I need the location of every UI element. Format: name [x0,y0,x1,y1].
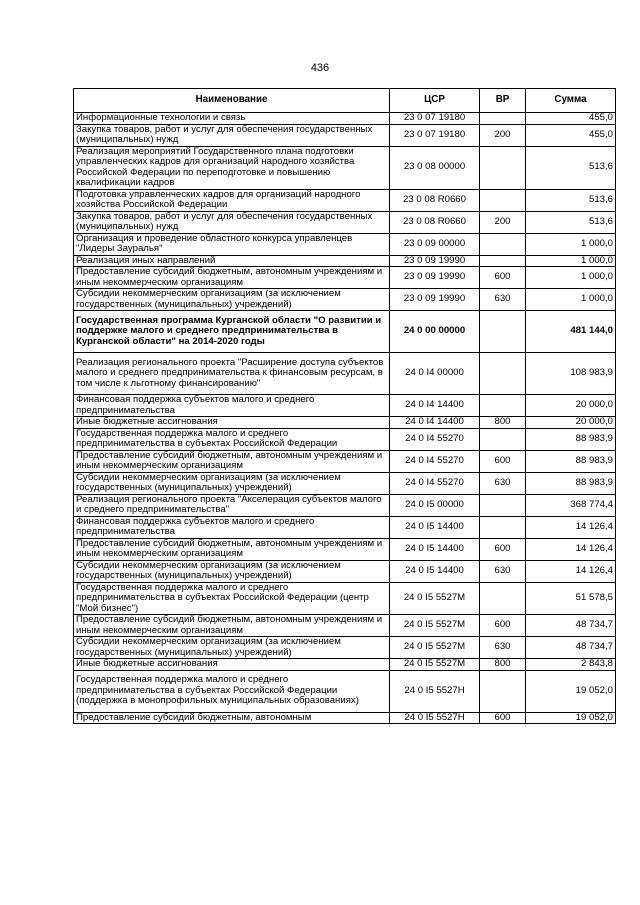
table-row [74,538,616,560]
cell-name: Реализация иных направлений [74,255,390,267]
cell-vr [480,670,526,712]
table-row [74,353,616,395]
cell-csr: 24 0 I4 55270 [390,428,480,450]
cell-vr: 630 [480,637,526,659]
cell-vr [480,255,526,267]
table-row [74,211,616,233]
cell-sum: 48 734,7 [526,637,616,659]
table-row [74,395,616,417]
cell-vr: 630 [480,472,526,494]
table-header-row [74,89,616,113]
cell-name: Закупка товаров, работ и услуг для обеспечения государственных (муниципальных) нужд [74,124,390,146]
cell-sum: 88 983,9 [526,472,616,494]
cell-sum: 455,0 [526,124,616,146]
cell-name: Иные бюджетные ассигнования [74,417,390,429]
cell-name: Субсидии некоммерческим организациям (за исключением государственных (муниципальных) учреждений) [74,637,390,659]
table-row [74,516,616,538]
table-row [74,255,616,267]
cell-csr: 24 0 00 00000 [390,311,480,353]
cell-csr: 24 0 I4 14400 [390,395,480,417]
cell-sum: 88 983,9 [526,428,616,450]
cell-vr: 800 [480,417,526,429]
cell-csr: 23 0 09 19990 [390,289,480,311]
cell-csr: 24 0 I4 55270 [390,450,480,472]
budget-table [73,88,616,724]
cell-name: Информационные технологии и связь [74,113,390,125]
cell-vr [480,395,526,417]
cell-sum: 481 144,0 [526,311,616,353]
cell-name: Организация и проведение областного конкурса управленцев "Лидеры Зауралья" [74,233,390,255]
cell-sum: 20 000,0 [526,395,616,417]
cell-name: Финансовая поддержка субъектов малого и среднего предпринимательства [74,395,390,417]
cell-vr [480,189,526,211]
table-row [74,417,616,429]
cell-csr: 24 0 I5 14400 [390,516,480,538]
table-row [74,712,616,724]
table-row [74,233,616,255]
cell-name: Предоставление субсидий бюджетным, автономным учреждениям и иным некоммерческим организациям [74,615,390,637]
cell-vr: 600 [480,615,526,637]
table-row [74,494,616,516]
cell-name: Государственная поддержка малого и среднего предпринимательства в субъектах Российской Федерации [74,428,390,450]
cell-name: Подготовка управленческих кадров для организаций народного хозяйства Российской Федерации [74,189,390,211]
cell-vr [480,516,526,538]
cell-vr: 800 [480,659,526,671]
cell-name: Государственная программа Курганской области "О развитии и поддержке малого и среднего предпринимательства в Курганской области" на 2014-2020 годы [74,311,390,353]
table-row [74,311,616,353]
page-number: 436 [310,62,330,74]
cell-sum: 20 000,0 [526,417,616,429]
header-name: Наименование [74,89,390,113]
cell-csr: 24 0 I5 5527M [390,615,480,637]
cell-sum: 368 774,4 [526,494,616,516]
header-csr: ЦСР [390,89,480,113]
cell-csr: 24 0 I4 00000 [390,353,480,395]
table-row [74,146,616,189]
cell-csr: 24 0 I4 55270 [390,472,480,494]
cell-name: Реализация регионального проекта "Расширение доступа субъектов малого и среднего предпринимательства к финансовым ресурсам, в том числе к льготному финансированию" [74,353,390,395]
cell-vr: 630 [480,560,526,582]
cell-name: Субсидии некоммерческим организациям (за исключением государственных (муниципальных) учреждений) [74,560,390,582]
cell-sum: 19 052,0 [526,670,616,712]
cell-vr [480,428,526,450]
cell-name: Предоставление субсидий бюджетным, автономным [74,712,390,724]
cell-name: Реализация регионального проекта "Акселерация субъектов малого и среднего предпринимательства" [74,494,390,516]
header-vr: ВР [480,89,526,113]
cell-sum: 1 000,0 [526,289,616,311]
table-row [74,124,616,146]
cell-name: Иные бюджетные ассигнования [74,659,390,671]
table-body [74,113,616,724]
cell-vr [480,494,526,516]
cell-sum: 513,6 [526,189,616,211]
cell-csr: 24 0 I5 5527H [390,712,480,724]
cell-sum: 1 000,0 [526,255,616,267]
cell-name: Реализация мероприятий Государственного плана подготовки управленческих кадров для организаций народного хозяйства Российской Федерации по переподготовке и повышению квалификации кадров [74,146,390,189]
cell-vr: 600 [480,267,526,289]
cell-csr: 24 0 I5 5527H [390,670,480,712]
cell-sum: 88 983,9 [526,450,616,472]
cell-csr: 23 0 09 19990 [390,267,480,289]
table-row [74,472,616,494]
cell-csr: 24 0 I5 14400 [390,538,480,560]
cell-vr [480,582,526,615]
cell-vr: 600 [480,450,526,472]
cell-name: Финансовая поддержка субъектов малого и среднего предпринимательства [74,516,390,538]
table-row [74,582,616,615]
cell-csr: 24 0 I4 14400 [390,417,480,429]
cell-sum: 108 983,9 [526,353,616,395]
cell-name: Предоставление субсидий бюджетным, автономным учреждениям и иным некоммерческим организациям [74,450,390,472]
cell-csr: 24 0 I5 5527M [390,582,480,615]
cell-csr: 23 0 09 19990 [390,255,480,267]
table-row [74,189,616,211]
cell-vr: 200 [480,124,526,146]
cell-csr: 23 0 08 R0660 [390,189,480,211]
cell-sum: 48 734,7 [526,615,616,637]
cell-sum: 14 126,4 [526,516,616,538]
cell-vr [480,233,526,255]
cell-csr: 23 0 08 00000 [390,146,480,189]
header-sum: Сумма [526,89,616,113]
table-row [74,615,616,637]
cell-name: Государственная поддержка малого и среднего предпринимательства в субъектах Российской Федерации (центр "Мой бизнес") [74,582,390,615]
cell-sum: 455,0 [526,113,616,125]
cell-sum: 513,6 [526,211,616,233]
table-row [74,289,616,311]
cell-vr: 630 [480,289,526,311]
cell-sum: 19 052,0 [526,712,616,724]
cell-vr: 200 [480,211,526,233]
table-row [74,428,616,450]
cell-csr: 24 0 I5 00000 [390,494,480,516]
cell-csr: 23 0 08 R0660 [390,211,480,233]
table-row [74,670,616,712]
table-row [74,560,616,582]
cell-vr [480,353,526,395]
cell-name: Государственная поддержка малого и среднего предпринимательства в субъектах Российской Федерации (поддержка в монопрофильных муниципальных образованиях) [74,670,390,712]
cell-vr [480,146,526,189]
cell-sum: 14 126,4 [526,560,616,582]
cell-csr: 24 0 I5 5527M [390,659,480,671]
table-row [74,267,616,289]
cell-vr [480,311,526,353]
cell-csr: 24 0 I5 14400 [390,560,480,582]
cell-name: Закупка товаров, работ и услуг для обеспечения государственных (муниципальных) нужд [74,211,390,233]
cell-name: Субсидии некоммерческим организациям (за исключением государственных (муниципальных) учреждений) [74,289,390,311]
cell-name: Предоставление субсидий бюджетным, автономным учреждениям и иным некоммерческим организациям [74,267,390,289]
cell-sum: 513,6 [526,146,616,189]
cell-sum: 1 000,0 [526,267,616,289]
cell-csr: 23 0 07 19180 [390,124,480,146]
cell-vr: 600 [480,538,526,560]
cell-name: Субсидии некоммерческим организациям (за исключением государственных (муниципальных) учреждений) [74,472,390,494]
table-row [74,113,616,125]
cell-sum: 14 126,4 [526,538,616,560]
cell-vr [480,113,526,125]
cell-name: Предоставление субсидий бюджетным, автономным учреждениям и иным некоммерческим организациям [74,538,390,560]
cell-csr: 23 0 09 00000 [390,233,480,255]
cell-sum: 2 843,8 [526,659,616,671]
cell-sum: 51 578,5 [526,582,616,615]
cell-vr: 600 [480,712,526,724]
cell-csr: 24 0 I5 5527M [390,637,480,659]
table-row [74,637,616,659]
cell-sum: 1 000,0 [526,233,616,255]
cell-csr: 23 0 07 19180 [390,113,480,125]
table-row [74,659,616,671]
table-row [74,450,616,472]
